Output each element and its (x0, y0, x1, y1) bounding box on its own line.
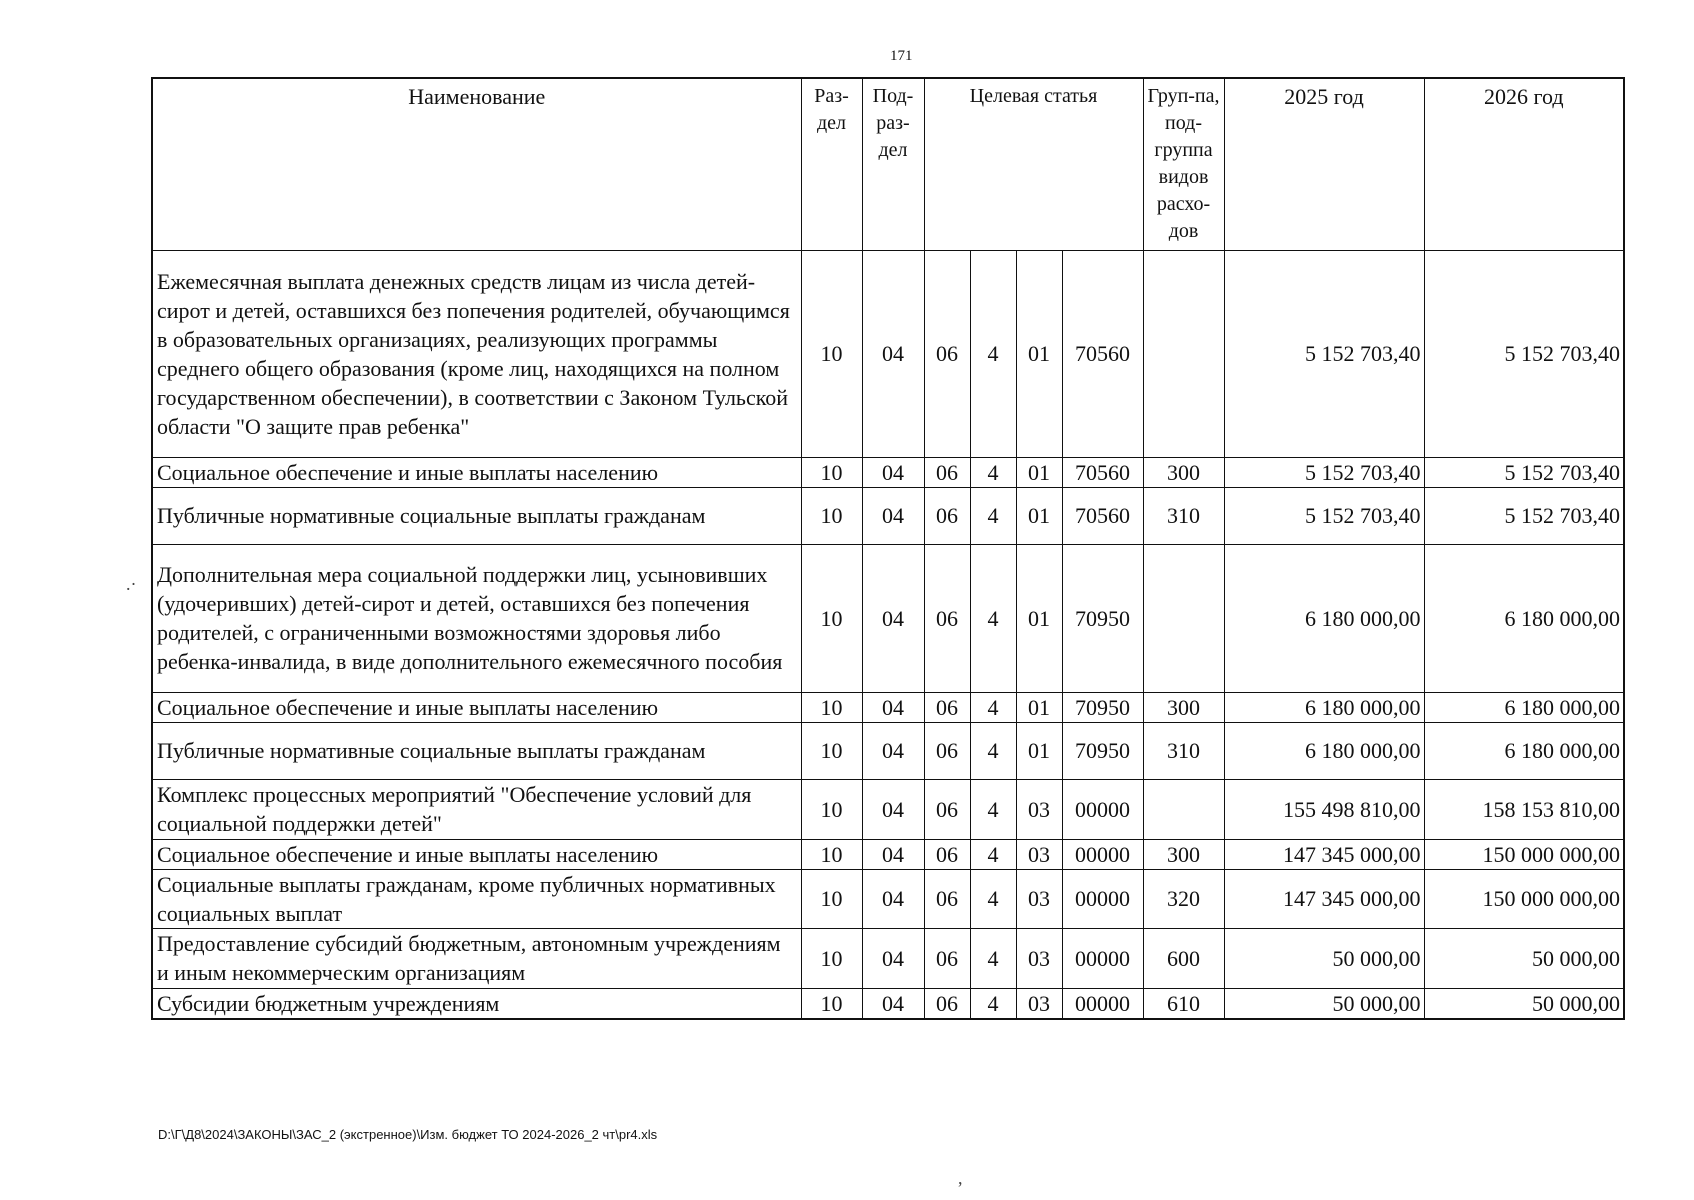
cell-subsection: 04 (862, 544, 924, 692)
cell-name: Комплекс процессных мероприятий "Обеспечение условий для социальной поддержки детей" (152, 779, 801, 839)
cell-expense-group: 610 (1143, 988, 1224, 1019)
cell-target-type: 4 (970, 839, 1016, 869)
cell-target-direction: 00000 (1062, 839, 1143, 869)
cell-name: Социальное обеспечение и иные выплаты населению (152, 692, 801, 722)
table-row (152, 869, 1624, 928)
cell-amount-2025: 147 345 000,00 (1224, 869, 1424, 928)
cell-subsection: 04 (862, 839, 924, 869)
cell-section: 10 (801, 779, 862, 839)
budget-table (151, 77, 1625, 1020)
cell-target-complex: 03 (1016, 779, 1062, 839)
cell-target-type: 4 (970, 487, 1016, 544)
cell-target-complex: 01 (1016, 722, 1062, 779)
cell-target-type: 4 (970, 692, 1016, 722)
cell-target-complex: 01 (1016, 692, 1062, 722)
cell-target-direction: 00000 (1062, 928, 1143, 988)
cell-target-direction: 00000 (1062, 779, 1143, 839)
cell-target-complex: 03 (1016, 988, 1062, 1019)
header-year-2026: 2026 год (1424, 78, 1624, 250)
cell-amount-2026: 50 000,00 (1424, 928, 1624, 988)
table-row (152, 779, 1624, 839)
header-name: Наименование (152, 78, 801, 250)
cell-target-direction: 70560 (1062, 457, 1143, 487)
table-row (152, 457, 1624, 487)
stray-mark: .· (126, 574, 137, 594)
table-row (152, 544, 1624, 692)
cell-expense-group (1143, 250, 1224, 457)
cell-target-program: 06 (924, 544, 970, 692)
cell-amount-2025: 5 152 703,40 (1224, 457, 1424, 487)
cell-name: Публичные нормативные социальные выплаты гражданам (152, 722, 801, 779)
cell-section: 10 (801, 457, 862, 487)
table-row (152, 487, 1624, 544)
cell-amount-2025: 5 152 703,40 (1224, 487, 1424, 544)
table-row (152, 722, 1624, 779)
cell-target-program: 06 (924, 988, 970, 1019)
cell-target-program: 06 (924, 250, 970, 457)
cell-expense-group: 300 (1143, 457, 1224, 487)
cell-subsection: 04 (862, 692, 924, 722)
footer-file-path: D:\Г\Д8\2024\ЗАКОНЫ\ЗАС_2 (экстренное)\Изм. бюджет ТО 2024-2026_2 чт\pr4.xls (158, 1127, 658, 1142)
cell-target-complex: 01 (1016, 457, 1062, 487)
cell-name: Социальные выплаты гражданам, кроме публичных нормативных социальных выплат (152, 869, 801, 928)
cell-section: 10 (801, 988, 862, 1019)
cell-target-complex: 01 (1016, 487, 1062, 544)
cell-name: Предоставление субсидий бюджетным, автономным учреждениям и иным некоммерческим организациям (152, 928, 801, 988)
cell-target-complex: 03 (1016, 869, 1062, 928)
cell-expense-group: 310 (1143, 487, 1224, 544)
cell-target-direction: 70950 (1062, 692, 1143, 722)
cell-amount-2026: 158 153 810,00 (1424, 779, 1624, 839)
cell-section: 10 (801, 487, 862, 544)
cell-expense-group: 300 (1143, 692, 1224, 722)
cell-target-complex: 01 (1016, 250, 1062, 457)
cell-amount-2025: 6 180 000,00 (1224, 544, 1424, 692)
cell-target-program: 06 (924, 779, 970, 839)
header-subsection: Под-раз-дел (862, 78, 924, 250)
cell-amount-2026: 6 180 000,00 (1424, 544, 1624, 692)
cell-amount-2025: 50 000,00 (1224, 928, 1424, 988)
cell-expense-group: 600 (1143, 928, 1224, 988)
cell-section: 10 (801, 839, 862, 869)
table-row (152, 988, 1624, 1019)
cell-subsection: 04 (862, 779, 924, 839)
cell-expense-group: 310 (1143, 722, 1224, 779)
cell-name: Субсидии бюджетным учреждениям (152, 988, 801, 1019)
cell-expense-group: 300 (1143, 839, 1224, 869)
cell-name: Публичные нормативные социальные выплаты гражданам (152, 487, 801, 544)
cell-target-program: 06 (924, 457, 970, 487)
cell-target-program: 06 (924, 722, 970, 779)
cell-subsection: 04 (862, 869, 924, 928)
cell-amount-2026: 5 152 703,40 (1424, 250, 1624, 457)
cell-section: 10 (801, 692, 862, 722)
cell-target-direction: 00000 (1062, 988, 1143, 1019)
header-year-2025: 2025 год (1224, 78, 1424, 250)
header-target-article: Целевая статья (924, 78, 1143, 250)
cell-subsection: 04 (862, 988, 924, 1019)
stray-mark: , (958, 1168, 963, 1188)
cell-target-complex: 03 (1016, 928, 1062, 988)
cell-subsection: 04 (862, 487, 924, 544)
cell-expense-group: 320 (1143, 869, 1224, 928)
cell-amount-2025: 5 152 703,40 (1224, 250, 1424, 457)
cell-name: Ежемесячная выплата денежных средств лицам из числа детей-сирот и детей, оставшихся без попечения родителей, обучающимся в образовательных организациях, реализующих программы среднего общего образования (кроме лиц, находящихся на полном государственном обеспечении), в соответствии с Законом Тульской области "О защите прав ребенка" (152, 250, 801, 457)
cell-name: Дополнительная мера социальной поддержки лиц, усыновивших (удочеривших) детей-сирот и детей, оставшихся без попечения родителей, с ограниченными возможностями здоровья либо ребенка-инвалида, в виде дополнительного ежемесячного пособия (152, 544, 801, 692)
cell-section: 10 (801, 928, 862, 988)
cell-target-direction: 70950 (1062, 722, 1143, 779)
cell-subsection: 04 (862, 457, 924, 487)
cell-target-type: 4 (970, 988, 1016, 1019)
cell-target-type: 4 (970, 869, 1016, 928)
cell-target-type: 4 (970, 457, 1016, 487)
cell-target-type: 4 (970, 928, 1016, 988)
cell-subsection: 04 (862, 250, 924, 457)
cell-target-program: 06 (924, 869, 970, 928)
cell-section: 10 (801, 722, 862, 779)
cell-amount-2026: 6 180 000,00 (1424, 722, 1624, 779)
cell-target-program: 06 (924, 487, 970, 544)
cell-subsection: 04 (862, 928, 924, 988)
cell-amount-2025: 147 345 000,00 (1224, 839, 1424, 869)
cell-expense-group (1143, 779, 1224, 839)
cell-name: Социальное обеспечение и иные выплаты населению (152, 839, 801, 869)
cell-section: 10 (801, 544, 862, 692)
cell-target-type: 4 (970, 722, 1016, 779)
table-header-row (152, 78, 1624, 250)
cell-target-direction: 70560 (1062, 487, 1143, 544)
cell-amount-2026: 150 000 000,00 (1424, 839, 1624, 869)
cell-target-direction: 70560 (1062, 250, 1143, 457)
cell-amount-2025: 6 180 000,00 (1224, 722, 1424, 779)
table-row (152, 692, 1624, 722)
cell-target-type: 4 (970, 250, 1016, 457)
table-row (152, 250, 1624, 457)
cell-name: Социальное обеспечение и иные выплаты населению (152, 457, 801, 487)
cell-amount-2026: 50 000,00 (1424, 988, 1624, 1019)
cell-subsection: 04 (862, 722, 924, 779)
cell-expense-group (1143, 544, 1224, 692)
cell-amount-2026: 5 152 703,40 (1424, 487, 1624, 544)
table-row (152, 839, 1624, 869)
cell-target-direction: 00000 (1062, 869, 1143, 928)
cell-target-program: 06 (924, 928, 970, 988)
page-number: 171 (890, 48, 913, 64)
header-expense-group: Груп-па, под-группа видов расхо-дов (1143, 78, 1224, 250)
header-section: Раз-дел (801, 78, 862, 250)
cell-amount-2025: 6 180 000,00 (1224, 692, 1424, 722)
cell-target-type: 4 (970, 544, 1016, 692)
cell-amount-2026: 6 180 000,00 (1424, 692, 1624, 722)
cell-amount-2025: 50 000,00 (1224, 988, 1424, 1019)
cell-target-type: 4 (970, 779, 1016, 839)
cell-target-program: 06 (924, 839, 970, 869)
cell-amount-2025: 155 498 810,00 (1224, 779, 1424, 839)
cell-amount-2026: 150 000 000,00 (1424, 869, 1624, 928)
cell-target-complex: 03 (1016, 839, 1062, 869)
cell-target-program: 06 (924, 692, 970, 722)
cell-target-direction: 70950 (1062, 544, 1143, 692)
cell-section: 10 (801, 869, 862, 928)
cell-section: 10 (801, 250, 862, 457)
table-row (152, 928, 1624, 988)
cell-amount-2026: 5 152 703,40 (1424, 457, 1624, 487)
cell-target-complex: 01 (1016, 544, 1062, 692)
